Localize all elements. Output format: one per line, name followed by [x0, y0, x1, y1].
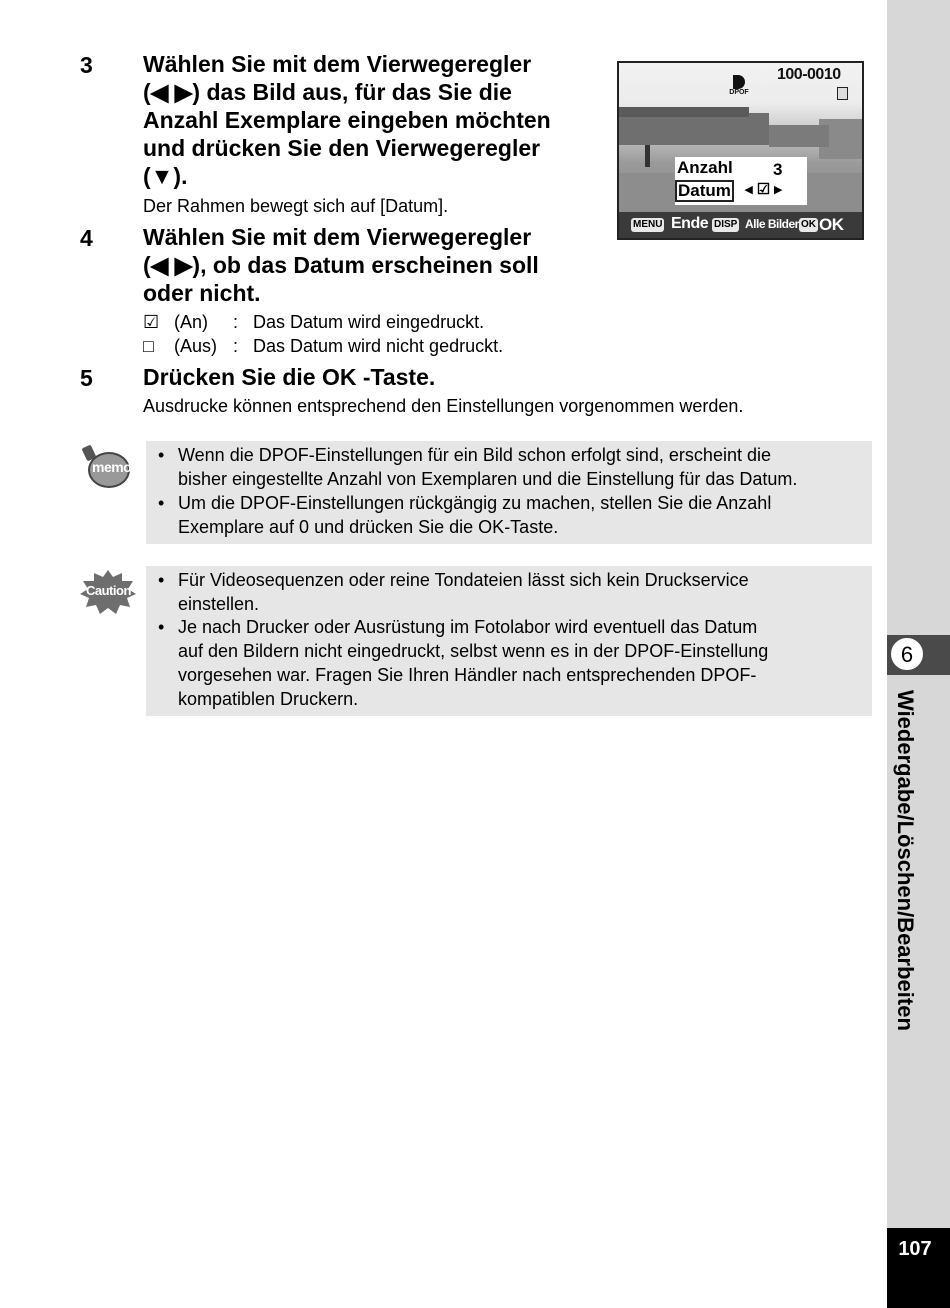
memo-item-line: Um die DPOF-Einstellungen rückgängig zu machen, stellen Sie die Anzahl: [178, 493, 772, 513]
option-description: Das Datum wird eingedruckt.: [253, 312, 485, 332]
memo-item: [178, 491, 771, 539]
camera-bottom-bar: [619, 212, 862, 238]
memo-icon: [82, 446, 130, 490]
memo-item: [178, 443, 797, 491]
setting-row-anzahl: [677, 158, 805, 180]
caution-icon: [80, 570, 136, 614]
dpof-settings-box: [675, 157, 807, 205]
memo-note: [146, 441, 872, 544]
chapter-number: 6: [889, 636, 925, 672]
setting-label: Anzahl: [677, 158, 733, 177]
dpof-label: DPOF: [729, 89, 749, 96]
step-4-heading-line: Wählen Sie mit dem Vierwegeregler: [143, 224, 532, 250]
ok-button-icon: OK: [801, 219, 816, 230]
option-separator: :: [233, 312, 239, 332]
setting-row-datum[interactable]: [675, 181, 805, 203]
step-5-number: 5: [80, 365, 93, 391]
caution-item: [178, 568, 749, 616]
bullet: •: [158, 445, 165, 465]
caution-icon-label: Caution: [86, 583, 131, 598]
file-number: 100-0010: [777, 66, 841, 83]
photo-roof: [619, 107, 749, 117]
bullet: •: [158, 617, 165, 637]
step-4-heading: [143, 223, 539, 307]
step-3-number: 3: [80, 52, 93, 78]
option-key: (Aus): [174, 336, 218, 356]
step-4-heading-line: oder nicht.: [143, 280, 261, 306]
caution-item-line: auf den Bildern nicht eingedruckt, selbst wenn es in der DPOF-Einstellung: [178, 641, 769, 661]
step-3-heading-line: Anzahl Exemplare eingeben möchten: [143, 107, 551, 133]
menu-label: Ende: [671, 215, 709, 232]
memo-icon-label: memo: [92, 459, 132, 475]
chapter-title: Wiedergabe/Löschen/Bearbeiten: [893, 690, 918, 1031]
camera-screen: [617, 61, 864, 240]
caution-item-line: Je nach Drucker oder Ausrüstung im Fotolabor wird eventuell das Datum: [178, 617, 758, 637]
step-3-body: Der Rahmen bewegt sich auf [Datum].: [143, 196, 449, 216]
caution-item-line: Für Videosequenzen oder reine Tondateien lässt sich kein Druckservice: [178, 570, 749, 590]
caution-note: [146, 566, 872, 716]
checkbox-empty-icon: □: [143, 336, 154, 356]
disp-button-icon: DISP: [714, 219, 738, 230]
checkbox-checked-icon: ☑: [143, 312, 160, 332]
step-4-heading-line: (◀ ▶), ob das Datum erscheinen soll: [143, 252, 539, 278]
caution-item-line: einstellen.: [178, 594, 260, 614]
bullet: •: [158, 493, 165, 513]
step-3-heading-line: Wählen Sie mit dem Vierwegeregler: [143, 51, 532, 77]
setting-value: 3: [773, 160, 783, 179]
bullet: •: [158, 570, 165, 590]
option-separator: :: [233, 336, 239, 356]
memo-item-line: Exemplare auf 0 und drücken Sie die OK-Taste.: [178, 517, 559, 537]
memo-item-line: Wenn die DPOF-Einstellungen für ein Bild schon erfolgt sind, erscheint die: [178, 445, 771, 465]
step-3-heading-line: und drücken Sie den Vierwegeregler: [143, 135, 541, 161]
setting-label-selected: Datum: [675, 180, 734, 202]
disp-label: Alle Bilder: [745, 217, 799, 231]
dpof-logo-icon: [729, 75, 749, 99]
option-description: Das Datum wird nicht gedruckt.: [253, 336, 504, 356]
menu-button-icon: MENU: [633, 219, 663, 230]
step-5-body: Ausdrucke können entsprechend den Einstellungen vorgenommen werden.: [143, 396, 744, 416]
setting-value: ◂ ☑ ▸: [745, 181, 782, 198]
photo-building: [619, 113, 769, 145]
step-3-heading-line: (◀ ▶) das Bild aus, für das Sie die: [143, 79, 512, 105]
photo-trees: [769, 125, 829, 147]
photo-person: [645, 145, 650, 167]
ok-label: OK: [819, 215, 844, 234]
step-3-heading-line: (▼).: [143, 163, 188, 189]
caution-item-line: kompatiblen Druckern.: [178, 689, 359, 709]
step-4-number: 4: [80, 225, 93, 251]
step-5-heading: Drücken Sie die OK -Taste.: [143, 364, 436, 390]
caution-item: [178, 615, 768, 711]
protect-icon: [837, 87, 848, 100]
caution-item-line: vorgesehen war. Fragen Sie Ihren Händler nach entsprechenden DPOF-: [178, 665, 757, 685]
page-number: 107: [898, 1238, 932, 1260]
memo-item-line: bisher eingestellte Anzahl von Exemplaren und die Einstellung für das Datum.: [178, 469, 798, 489]
step-3-heading: [143, 50, 551, 190]
option-key: (An): [174, 312, 209, 332]
